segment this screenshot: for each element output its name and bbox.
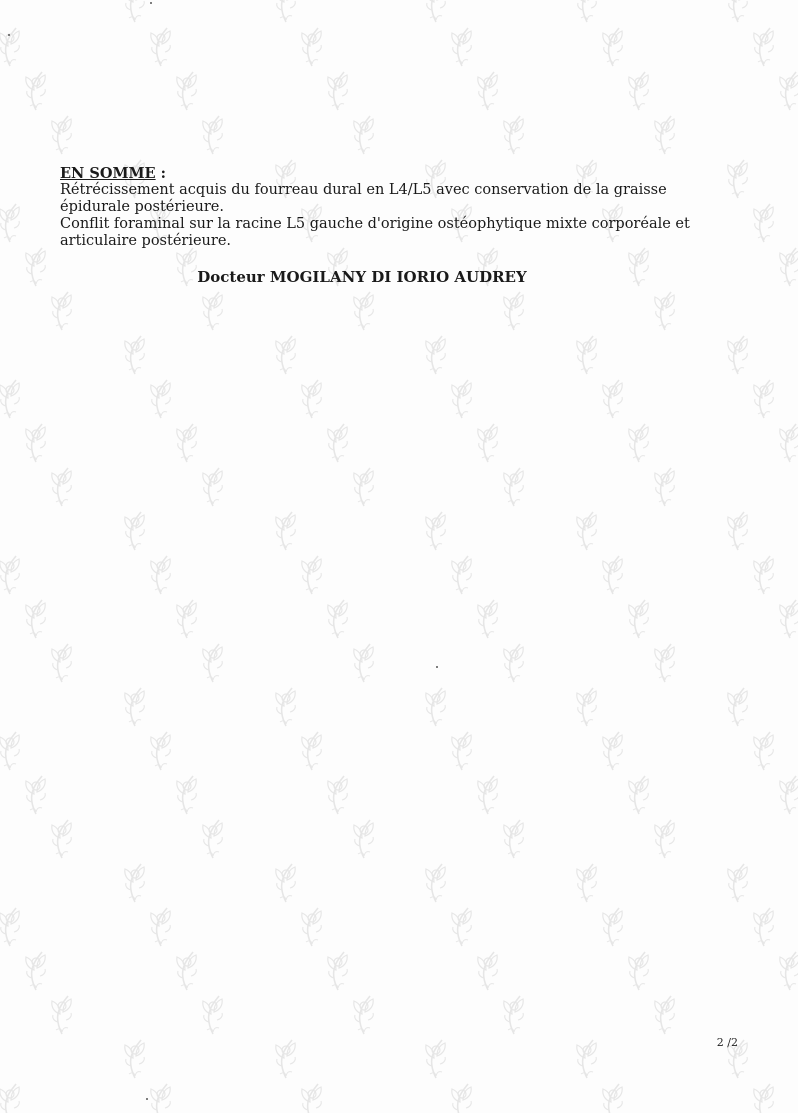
flower-watermark-icon [298,904,326,948]
flower-watermark-icon [173,772,201,816]
flower-watermark-icon [651,992,679,1036]
scan-speck [150,2,152,4]
flower-watermark-icon [48,288,76,332]
flower-watermark-icon [750,728,778,772]
flower-watermark-icon [573,860,601,904]
flower-watermark-icon [599,24,627,68]
flower-watermark-icon [474,596,502,640]
flower-watermark-icon [599,1080,627,1113]
flower-watermark-icon [48,640,76,684]
flower-watermark-icon [776,68,798,112]
flower-watermark-icon [422,860,450,904]
flower-watermark-icon [573,1036,601,1080]
flower-watermark-icon [272,1036,300,1080]
flower-watermark-icon [500,464,528,508]
flower-watermark-icon [199,992,227,1036]
flower-watermark-icon [0,24,24,68]
flower-watermark-icon [48,816,76,860]
flower-watermark-icon [474,948,502,992]
flower-watermark-icon [272,508,300,552]
flower-watermark-icon [724,684,752,728]
flower-watermark-icon [750,24,778,68]
summary-line-3: Conflit foraminal sur la racine L5 gauche d'origine ostéophytique mixte corporéale et [60,216,690,232]
flower-watermark-icon [199,640,227,684]
flower-watermark-icon [298,24,326,68]
flower-watermark-icon [324,596,352,640]
summary-line-4: articulaire postérieure. [60,233,232,249]
flower-watermark-icon [147,728,175,772]
summary-line-1: Rétrécissement acquis du fourreau dural en L4/L5 avec conservation de la graisse [60,182,667,198]
flower-watermark-icon [500,816,528,860]
flower-watermark-icon [474,420,502,464]
flower-watermark-icon [776,948,798,992]
flower-watermark-icon [173,948,201,992]
flower-watermark-icon [500,640,528,684]
flower-watermark-icon [724,508,752,552]
flower-watermark-icon [776,244,798,288]
flower-watermark-icon [272,684,300,728]
flower-watermark-icon [500,288,528,332]
flower-watermark-icon [724,332,752,376]
flower-watermark-icon [272,332,300,376]
flower-watermark-icon [599,904,627,948]
flower-watermark-icon [48,992,76,1036]
flower-watermark-icon [422,0,450,24]
flower-watermark-icon [625,948,653,992]
flower-watermark-icon [776,596,798,640]
flower-watermark-icon [147,552,175,596]
flower-watermark-icon [121,1036,149,1080]
flower-watermark-icon [422,332,450,376]
flower-watermark-icon [573,332,601,376]
flower-watermark-icon [199,816,227,860]
scan-speck [436,666,438,668]
flower-watermark-icon [573,684,601,728]
flower-watermark-icon [625,68,653,112]
flower-watermark-icon [0,904,24,948]
flower-watermark-icon [724,0,752,24]
page-number: 2 /2 [716,1036,738,1049]
flower-watermark-icon [750,904,778,948]
flower-watermark-icon [199,112,227,156]
flower-watermark-icon [776,772,798,816]
flower-watermark-icon [350,992,378,1036]
flower-watermark-icon [147,904,175,948]
flower-watermark-icon [350,640,378,684]
flower-watermark-icon [474,68,502,112]
flower-watermark-icon [173,596,201,640]
flower-watermark-icon [651,640,679,684]
flower-watermark-icon [147,376,175,420]
flower-watermark-icon [324,948,352,992]
flower-watermark-icon [298,376,326,420]
flower-watermark-icon [22,772,50,816]
flower-watermark-icon [173,420,201,464]
flower-watermark-icon [651,112,679,156]
flower-watermark-icon [272,0,300,24]
scan-speck [8,34,10,36]
flower-watermark-icon [448,552,476,596]
summary-line-2: épidurale postérieure. [60,199,224,215]
summary-section [60,165,720,250]
flower-watermark-icon [121,684,149,728]
flower-watermark-icon [324,420,352,464]
flower-watermark-icon [48,112,76,156]
flower-watermark-icon [147,24,175,68]
flower-watermark-icon [324,772,352,816]
flower-watermark-icon [272,860,300,904]
flower-watermark-icon [0,552,24,596]
summary-heading [60,165,720,182]
flower-watermark-icon [651,816,679,860]
flower-watermark-icon [350,112,378,156]
flower-watermark-icon [651,288,679,332]
flower-watermark-icon [448,1080,476,1113]
flower-watermark-icon [724,860,752,904]
flower-watermark-icon [0,728,24,772]
flower-watermark-icon [750,1080,778,1113]
flower-watermark-icon [0,376,24,420]
flower-watermark-icon [0,200,24,244]
flower-watermark-icon [599,376,627,420]
flower-watermark-icon [776,420,798,464]
flower-watermark-icon [298,1080,326,1113]
flower-watermark-icon [625,772,653,816]
doctor-signature: Docteur MOGILANY DI IORIO AUDREY [197,268,527,286]
flower-watermark-icon [474,772,502,816]
flower-watermark-icon [750,552,778,596]
flower-watermark-icon [625,420,653,464]
flower-watermark-icon [199,288,227,332]
flower-watermark-icon [350,816,378,860]
flower-watermark-icon [350,464,378,508]
flower-watermark-icon [121,332,149,376]
flower-watermark-icon [422,508,450,552]
flower-watermark-icon [22,68,50,112]
flower-watermark-icon [48,464,76,508]
flower-watermark-icon [724,156,752,200]
flower-watermark-icon [199,464,227,508]
flower-watermark-icon [573,0,601,24]
flower-watermark-icon [147,1080,175,1113]
flower-watermark-icon [651,464,679,508]
flower-watermark-icon [422,1036,450,1080]
flower-watermark-icon [22,948,50,992]
flower-watermark-icon [625,596,653,640]
flower-watermark-icon [448,24,476,68]
flower-watermark-icon [22,420,50,464]
summary-heading-text: EN SOMME [60,165,156,182]
flower-watermark-icon [324,68,352,112]
flower-watermark-icon [573,508,601,552]
flower-watermark-icon [599,552,627,596]
flower-watermark-icon [750,200,778,244]
flower-watermark-icon [422,684,450,728]
flower-watermark-icon [121,0,149,24]
flower-watermark-icon [448,904,476,948]
summary-heading-colon: : [155,165,167,182]
flower-watermark-icon [121,508,149,552]
flower-watermark-icon [121,860,149,904]
flower-watermark-icon [599,728,627,772]
flower-watermark-icon [0,1080,24,1113]
flower-watermark-icon [173,68,201,112]
flower-watermark-icon [500,112,528,156]
flower-watermark-icon [500,992,528,1036]
flower-watermark-icon [298,552,326,596]
flower-watermark-icon [448,728,476,772]
scan-speck [146,1098,148,1100]
flower-watermark-icon [350,288,378,332]
flower-watermark-icon [750,376,778,420]
flower-watermark-icon [298,728,326,772]
flower-watermark-icon [22,596,50,640]
flower-watermark-icon [448,376,476,420]
